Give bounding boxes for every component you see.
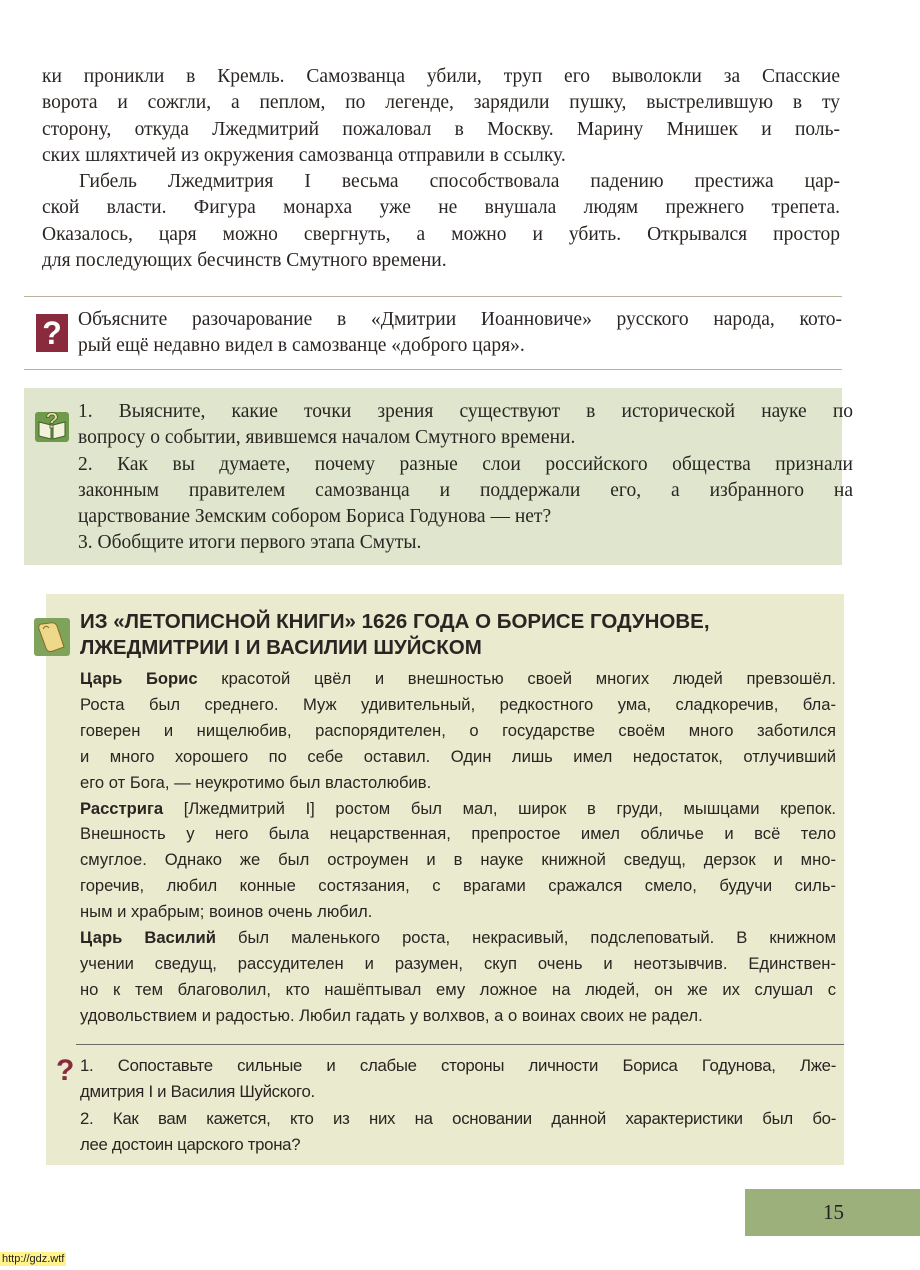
text-line: 1. Выясните, какие точки зрения существуют в исторической науке по (78, 401, 853, 422)
book-question-icon (34, 408, 70, 444)
svg-text:?: ? (45, 408, 59, 433)
text-line: 1. Сопоставьте сильные и слабые стороны личности Бориса Годунова, Лже- (80, 1056, 836, 1075)
text-line: 2. Как вы думаете, почему разные слои российского общества признали (78, 453, 853, 475)
text-line: но к тем благоволил, кто нашёптывал ему ложное на людей, он же их слушал с (80, 979, 836, 999)
text-line: лее достоин царского трона? (80, 1135, 301, 1155)
text-line: 2. Как вам кажется, кто из них на основании данной характеристики был бо- (80, 1108, 836, 1128)
text-fragment: [Лжедмитрий I] ростом был мал, широк в груди, мышцами крепок. (163, 798, 836, 818)
text-fragment: был маленького роста, некрасивый, подслеповатый. В книжном (215, 928, 836, 948)
title-line: ИЗ «ЛЕТОПИСНОЙ КНИГИ» 1626 ГОДА О БОРИСЕ ГОДУНОВЕ, (80, 610, 710, 633)
text-line: ской власти. Фигура монарха уже не внушала людям прежнего трепета. (42, 197, 840, 219)
text-line (80, 796, 836, 822)
main-text (42, 64, 840, 274)
question-text (78, 307, 842, 360)
text-line: законным правителем самозванца и поддержали его, а избранного на (78, 479, 853, 501)
question-box (24, 296, 842, 370)
text-fragment: красотой цвёл и внешностью своей многих людей превзошёл. (197, 669, 836, 688)
tasks-list (78, 399, 853, 557)
task-item (78, 452, 853, 531)
page-number-box (745, 1189, 920, 1236)
text-line: говерен и нищелюбив, распорядителен, о государстве своём много заботился (80, 720, 836, 740)
title-line: ЛЖЕДМИТРИИ I И ВАСИЛИИ ШУЙСКОМ (80, 636, 482, 659)
text-line: Объясните разочарование в «Дмитрии Иоанновиче» русского народа, кото- (78, 309, 842, 330)
text-line: смуглое. Однако же был остроумен и в науке книжной сведущ, дерзок и мно- (80, 850, 836, 870)
text-line: удовольствием и радостью. Любил гадать у волхвов, а о воинах своих не радел. (80, 1005, 703, 1025)
text-line: сторону, откуда Лжедмитрий пожаловал в Москву. Марину Мнишек и поль- (42, 118, 840, 140)
text-line: ным и храбрым; воинов очень любил. (80, 902, 373, 922)
text-line: дмитрия I и Василия Шуйского. (80, 1082, 315, 1102)
source-text (80, 666, 836, 1029)
person-name: Царь Василий (80, 928, 216, 948)
scroll-icon (34, 616, 70, 656)
text-line: для последующих бесчинств Смутного времени. (42, 250, 447, 272)
text-line: ки проникли в Кремль. Самозванца убили, труп его выволокли за Спасские (42, 66, 840, 87)
person-name: Царь Борис (80, 669, 198, 688)
divider (76, 1044, 844, 1045)
source-questions (80, 1053, 836, 1159)
text-line (80, 925, 836, 951)
text-line: рый ещё недавно видел в самозванце «доброго царя». (78, 335, 525, 357)
source-title (80, 609, 710, 661)
question-item (80, 1053, 836, 1106)
page-number: 15 (823, 1200, 844, 1224)
paragraph (42, 64, 840, 169)
text-line: ворота и сожгли, а пеплом, по легенде, зарядили пушку, выстрелившую в ту (42, 92, 840, 114)
source-paragraph (80, 796, 836, 926)
text-line: его от Бога, — неукротимо был властолюбив. (80, 772, 432, 792)
task-item (78, 530, 853, 556)
text-line: 3. Обобщите итоги первого этапа Смуты. (78, 532, 422, 554)
question-item (80, 1106, 836, 1159)
source-box (46, 594, 844, 1165)
tasks-box (24, 388, 853, 565)
footer-link[interactable]: http://gdz.wtf (2, 1253, 65, 1265)
person-name: Расстрига (80, 798, 164, 818)
text-line: ских шляхтичей из окружения самозванца отправили в ссылку. (42, 144, 566, 166)
text-line: учении сведущ, рассудителен и разумен, скуп очень и неотзывчив. Единствен- (80, 953, 836, 973)
text-line: Роста был среднего. Муж удивительный, редкостного ума, сладкоречив, бла- (80, 694, 836, 714)
text-line: Оказалось, царя можно свергнуть, а можно и убить. Открывался простор (42, 223, 840, 245)
text-line: горечив, любил конные состязания, с врагами сражался смело, будучи силь- (80, 876, 836, 896)
task-item (78, 399, 853, 452)
source-paragraph (80, 666, 836, 796)
text-line: вопросу о событии, явившемся началом Смутного времени. (78, 427, 576, 449)
question-mark-icon: ? (56, 1054, 75, 1087)
source-paragraph (80, 925, 836, 1029)
text-line: царствование Земским собором Бориса Годунова — нет? (78, 506, 552, 528)
text-line (80, 666, 836, 692)
question-mark-icon: ? (36, 314, 68, 352)
text-line: и много хорошего по себе оставил. Один лишь имел недостаток, отлучивший (80, 746, 836, 766)
paragraph (42, 169, 840, 274)
text-line: Гибель Лжедмитрия I весьма способствовала падению престижа цар- (79, 171, 840, 193)
text-line: Внешность у него была нецарственная, препростое имел обличье и всё тело (80, 824, 836, 844)
